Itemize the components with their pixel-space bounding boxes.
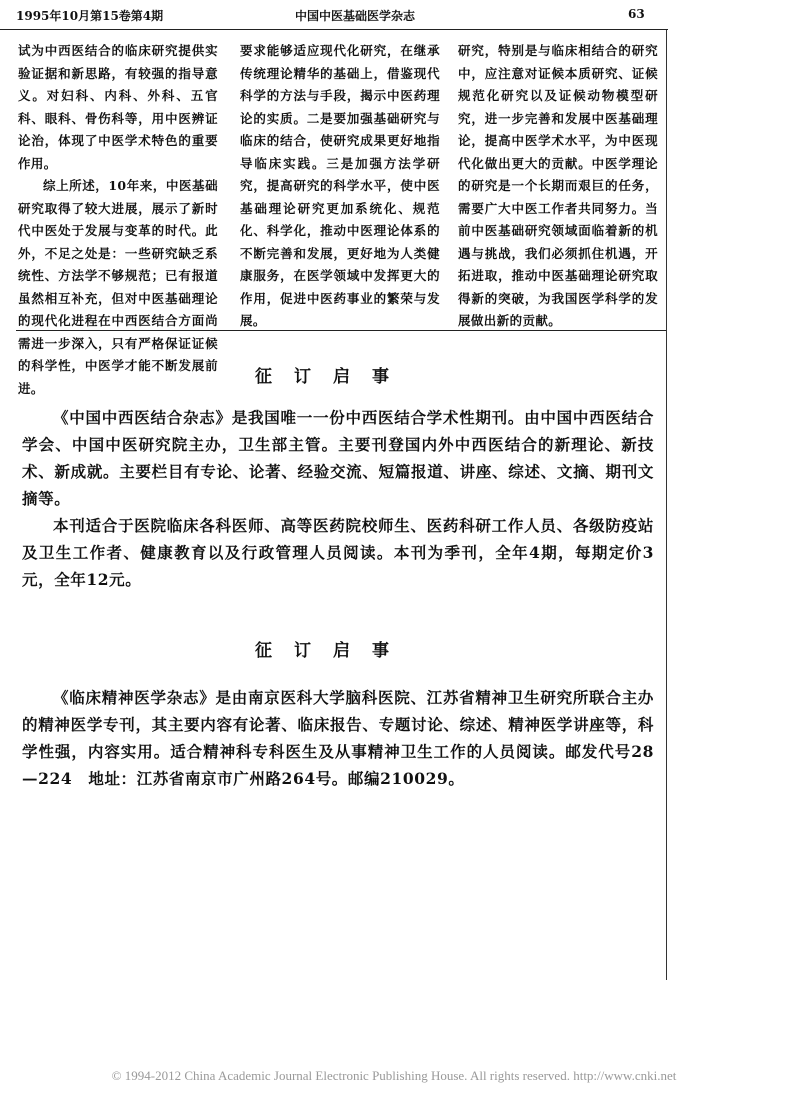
copyright-footer: © 1994-2012 China Academic Journal Electronic Publishing House. All rights reserved. http://www.cnki.net [111,1068,677,1083]
header-rule [0,29,668,30]
page-number: 63 [628,7,645,21]
journal-issue-info: 1995年10月第15卷第4期 [16,9,164,23]
column-paragraph: 要求能够适应现代化研究，在继承传统理论精华的基础上，借鉴现代科学的方法与手段，揭示中医药理论的实质。二是要加强基础研究与临床的结合，使研究成果更好地指导临床实践。三是加强方法学研究，提高研究的科学水平，使中医基础理论研究更加系统化、规范化、科学化，推动中医理论体系的不断完善和发展，更好地为人类健康服务，在医学领域中发挥更大的作用，促进中医药事业的繁荣与发展。 [240,43,440,328]
journal-title: 中国中医基础医学杂志 [295,9,416,23]
article-column-2 [240,40,440,333]
notice-title: 征订启事 [255,367,411,387]
column-paragraph: 综上所述，10年来，中医基础研究取得了较大进展，展示了新时代中医处于发展与变革的时代。此外，不足之处是：一些研究缺乏系统性、方法学不够规范；已有报道虽然相互补充，但对中医基础理论的现代化进程在中西医结合方面尚需进一步深入，只有严格保证证候的科学性，中医学才能不断发展前进。 [18,178,218,396]
notice-paragraph: 《临床精神医学杂志》是由南京医科大学脑科医院、江苏省精神卫生研究所联合主办的精神医学专刊，其主要内容有论著、临床报告、专题讨论、综述、精神医学讲座等，科学性强，内容实用。适合精神科专科医生及从事精神卫生工作的人员阅读。邮发代号28—224 地址：江苏省南京市广州路264号。邮编210029。 [22,688,654,788]
section-divider [16,330,666,331]
column-paragraph: 试为中西医结合的临床研究提供实验证据和新思路，有较强的指导意义。对妇科、内科、外科、五官科、眼科、骨伤科等，用中医辨证论治，体现了中医学术特色的重要作用。 [18,43,218,171]
notice-paragraph: 本刊适合于医院临床各科医师、高等医药院校师生、医药科研工作人员、各级防疫站及卫生工作者、健康教育以及行政管理人员阅读。本刊为季刊，全年4期，每期定价3元，全年12元。 [22,516,654,589]
article-column-3 [458,40,658,333]
column-paragraph: 研究，特别是与临床相结合的研究中，应注意对证候本质研究、证候规范化研究以及证候动物模型研究，进一步完善和发展中医基础理论，提高中医学术水平，为中医现代化做出更大的贡献。中医学理论的研究是一个长期而艰巨的任务，需要广大中医工作者共同努力。当前中医基础研究领域面临着新的机遇与挑战，我们必须抓住机遇，开拓进取，推动中医基础理论研究取得新的突破，为我国医学科学的发展做出新的贡献。 [458,43,658,328]
notice-body [22,404,654,593]
article-column-1 [18,40,218,400]
notice-body [22,684,654,792]
notice-paragraph: 《中国中西医结合杂志》是我国唯一一份中西医结合学术性期刊。由中国中西医结合学会、中国中医研究院主办，卫生部主管。主要刊登国内外中西医结合的新理论、新技术、新成就。主要栏目有专论、论著、经验交流、短篇报道、讲座、综述、文摘、期刊文摘等。 [22,408,654,508]
page-edge-rule [666,30,667,980]
page-header [0,0,788,28]
notice-title: 征订启事 [255,641,411,661]
